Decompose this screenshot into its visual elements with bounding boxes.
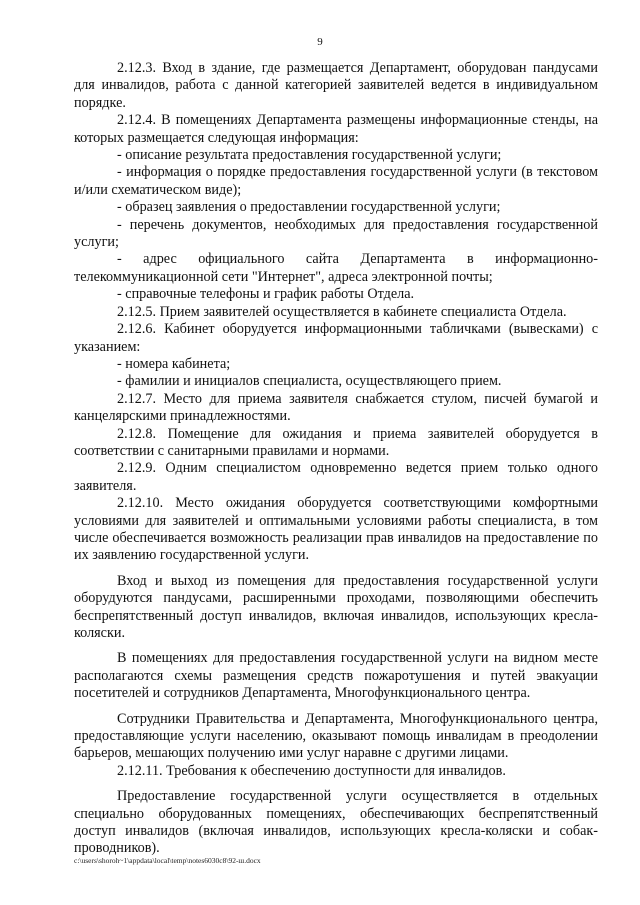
paragraph: - справочные телефоны и график работы Отдела. <box>117 286 415 303</box>
paragraph: Сотрудники Правительства и Департамента, Многофункционального центра, предоставляющие услуги населению, оказывают помощь инвалидам в преодолении барьеров, мешающих получению ими услуг наравне с другими лицами. <box>74 710 598 762</box>
paragraph: - информация о порядке предоставления государственной услуги (в текстовом и/или схематическом виде); <box>74 164 598 198</box>
paragraph: 2.12.6. Кабинет оборудуется информационными табличками (вывесками) с указанием: <box>74 321 598 355</box>
paragraph: - перечень документов, необходимых для предоставления государственной услуги; <box>74 216 598 251</box>
paragraph: 2.12.10. Место ожидания оборудуется соответствующими комфортными условиями для заявителей и оптимальными условиями работы специалиста, в том числе обеспечивается возможность реализации прав инвалидов на предоставление по их заявлению государственной услуги. <box>74 495 598 564</box>
paragraph: - номера кабинета; <box>117 355 231 372</box>
paragraph: 2.12.9. Одним специалистом одновременно ведется прием только одного заявителя. <box>74 460 598 494</box>
paragraph: - фамилии и инициалов специалиста, осуществляющего прием. <box>117 373 502 390</box>
paragraph: Предоставление государственной услуги осуществляется в отдельных специально оборудованных помещениях, обеспечивающих беспрепятственный доступ инвалидов (включая инвалидов, использующих кресла-коляски и собак-проводников). <box>74 788 598 857</box>
paragraph: 2.12.7. Место для приема заявителя снабжается стулом, писчей бумагой и канцелярскими принадлежностями. <box>74 390 598 425</box>
paragraph: - образец заявления о предоставлении государственной услуги; <box>117 199 501 216</box>
paragraph: 2.12.11. Требования к обеспечению доступности для инвалидов. <box>117 762 506 779</box>
paragraph: 2.12.5. Прием заявителей осуществляется в кабинете специалиста Отдела. <box>117 303 567 320</box>
footer-file-path: c:\users\shoroh~1\appdata\local\temp\notes6030c8\92-ш.docx <box>74 856 261 865</box>
paragraph: - адрес официального сайта Департамента в информационно-телекоммуникационной сети "Интернет", адреса электронной почты; <box>74 251 598 285</box>
paragraph: 2.12.4. В помещениях Департамента размещены информационные стенды, на которых размещается следующая информация: <box>74 112 598 146</box>
paragraph: Вход и выход из помещения для предоставления государственной услуги оборудуются пандусами, расширенными проходами, позволяющими обеспечить беспрепятственный доступ инвалидов, включая инвалидов, использующих кресла-коляски. <box>74 572 598 641</box>
paragraph: 2.12.3. Вход в здание, где размещается Департамент, оборудован пандусами для инвалидов, работа с данной категорией заявителей ведется в индивидуальном порядке. <box>74 60 598 111</box>
page-number: 9 <box>317 36 323 48</box>
paragraph: 2.12.8. Помещение для ожидания и приема заявителей оборудуется в соответствии с санитарными правилами и нормами. <box>74 425 598 459</box>
paragraph: В помещениях для предоставления государственной услуги на видном месте располагаются схемы размещения средств пожаротушения и путей эвакуации посетителей и сотрудников Департамента, Многофункционального центра. <box>74 650 598 702</box>
document-body <box>74 60 598 858</box>
paragraph: - описание результата предоставления государственной услуги; <box>117 147 502 164</box>
